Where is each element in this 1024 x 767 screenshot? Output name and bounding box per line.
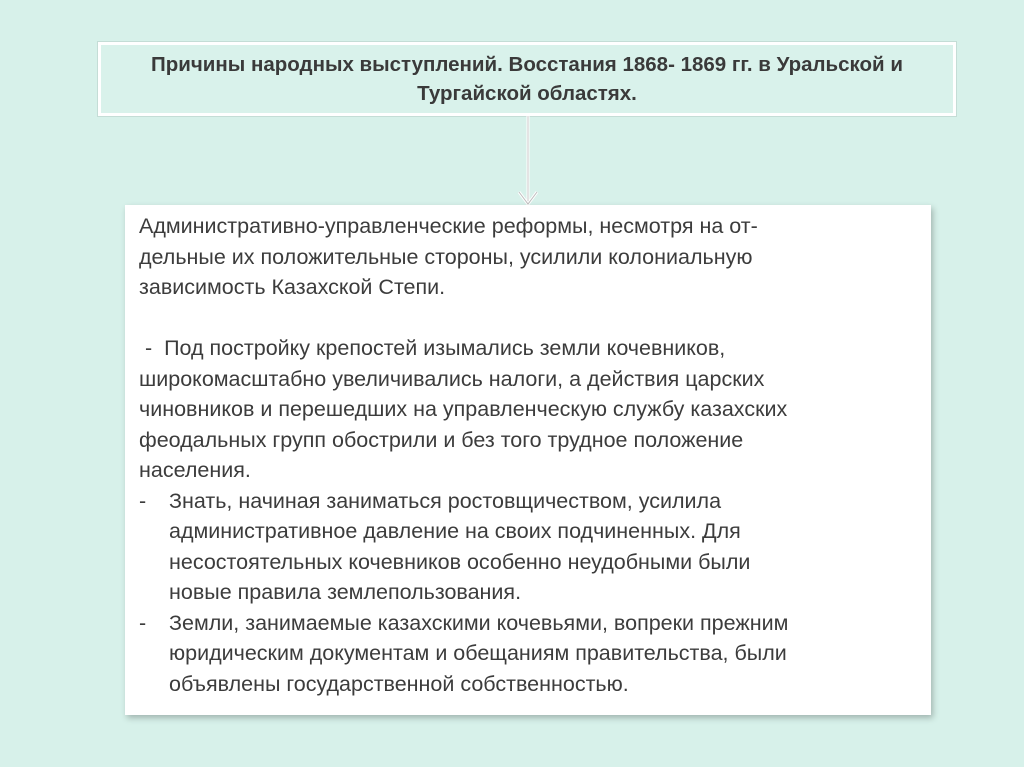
title-box xyxy=(98,42,956,116)
intro-line: дельные их положительные стороны, усилили колониальную xyxy=(139,244,753,269)
bullet-line: Земли, занимаемые казахскими кочевьями, вопреки прежним xyxy=(169,610,789,635)
bullet-line: несостоятельных кочевников особенно неудобными были xyxy=(169,549,751,574)
bullet-line: объявлены государственной собственностью. xyxy=(169,671,629,696)
dash-paragraph-line: населения. xyxy=(139,458,251,482)
dash-paragraph-line: широкомасштабно увеличивались налоги, а действия царских xyxy=(139,366,765,391)
bullet-marker: - xyxy=(139,488,147,513)
bullet-line: административное давление на своих подчиненных. Для xyxy=(169,519,741,543)
bullet-text xyxy=(169,608,919,700)
bullet-line: Знать, начиная заниматься ростовщичеством, усилила xyxy=(169,488,722,513)
dash-paragraph-line: - Под постройку крепостей изымались земли кочевников, xyxy=(139,336,726,360)
bullet-text xyxy=(169,486,919,608)
content-box xyxy=(125,205,931,715)
bullet-line: юридическим документам и обещаниям правительства, были xyxy=(169,641,787,665)
dash-paragraph xyxy=(139,303,919,486)
down-arrow-connector xyxy=(516,116,540,212)
content-text xyxy=(139,211,919,699)
bullet-item xyxy=(139,608,919,700)
slide-title: Причины народных выступлений. Восстания 1868- 1869 гг. в Уральской и Тургайской областях. xyxy=(151,53,903,105)
intro-line: зависимость Казахской Степи. xyxy=(139,275,446,299)
dash-paragraph-line: феодальных групп обострили и без того трудное положение xyxy=(139,427,744,452)
bullet-line: новые правила землепользования. xyxy=(169,580,522,604)
dash-paragraph-line: чиновников и перешедших на управленческую службу казахских xyxy=(139,397,788,421)
intro-line: Административно-управленческие реформы, несмотря на от- xyxy=(139,214,758,238)
bullet-marker: - xyxy=(139,610,147,635)
intro-paragraph xyxy=(139,211,919,303)
bullet-item xyxy=(139,486,919,608)
